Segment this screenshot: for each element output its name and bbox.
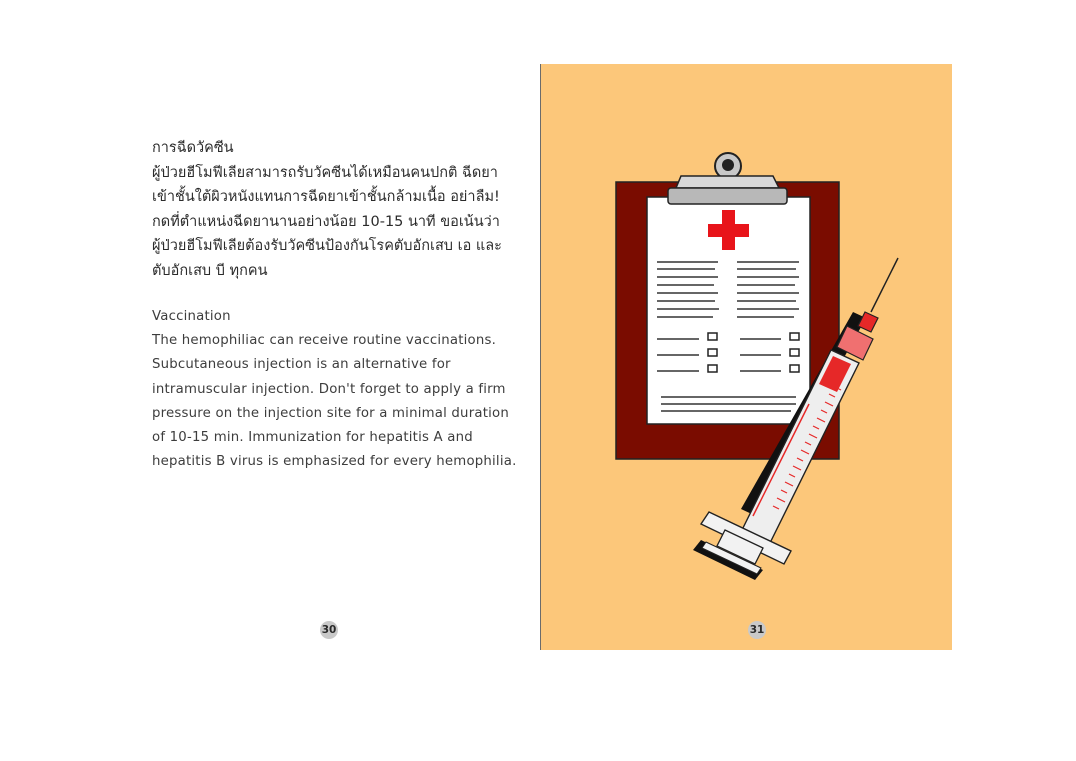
thai-line: กดที่ตำแหน่งฉีดยานานอย่างน้อย 10-15 นาที ขอเน้นว่า bbox=[152, 213, 500, 230]
thai-heading: การฉีดวัคซีน bbox=[152, 140, 234, 156]
english-heading: Vaccination bbox=[152, 309, 231, 324]
thai-line: เข้าชั้นใต้ผิวหนังแทนการฉีดยาเข้าชั้นกล้ามเนื้อ อย่าลืม! bbox=[152, 189, 500, 205]
page-number-right: 31 bbox=[748, 621, 766, 639]
clipboard-syringe-illustration bbox=[541, 64, 952, 650]
english-line: The hemophiliac can receive routine vaccinations. bbox=[152, 333, 497, 349]
thai-line: ตับอักเสบ บี ทุกคน bbox=[152, 262, 268, 279]
illustration-panel bbox=[541, 64, 952, 650]
english-line: of 10-15 min. Immunization for hepatitis A and bbox=[152, 430, 473, 446]
english-line: intramuscular injection. Don't forget to apply a firm bbox=[152, 381, 506, 397]
page-number-left: 30 bbox=[320, 621, 338, 639]
english-text-block bbox=[152, 305, 524, 474]
english-line: hepatitis B virus is emphasized for every hemophilia. bbox=[152, 454, 517, 470]
thai-text-block bbox=[152, 136, 524, 283]
thai-line: ผู้ป่วยฮีโมฟีเลียต้องรับวัคซีนป้องกันโรคตับอักเสบ เอ และ bbox=[152, 238, 502, 254]
thai-line: ผู้ป่วยฮีโมฟีเลียสามารถรับวัคซีนได้เหมือนคนปกติ ฉีดยา bbox=[152, 164, 498, 181]
english-line: Subcutaneous injection is an alternative for bbox=[152, 357, 451, 373]
english-line: pressure on the injection site for a minimal duration bbox=[152, 405, 509, 421]
